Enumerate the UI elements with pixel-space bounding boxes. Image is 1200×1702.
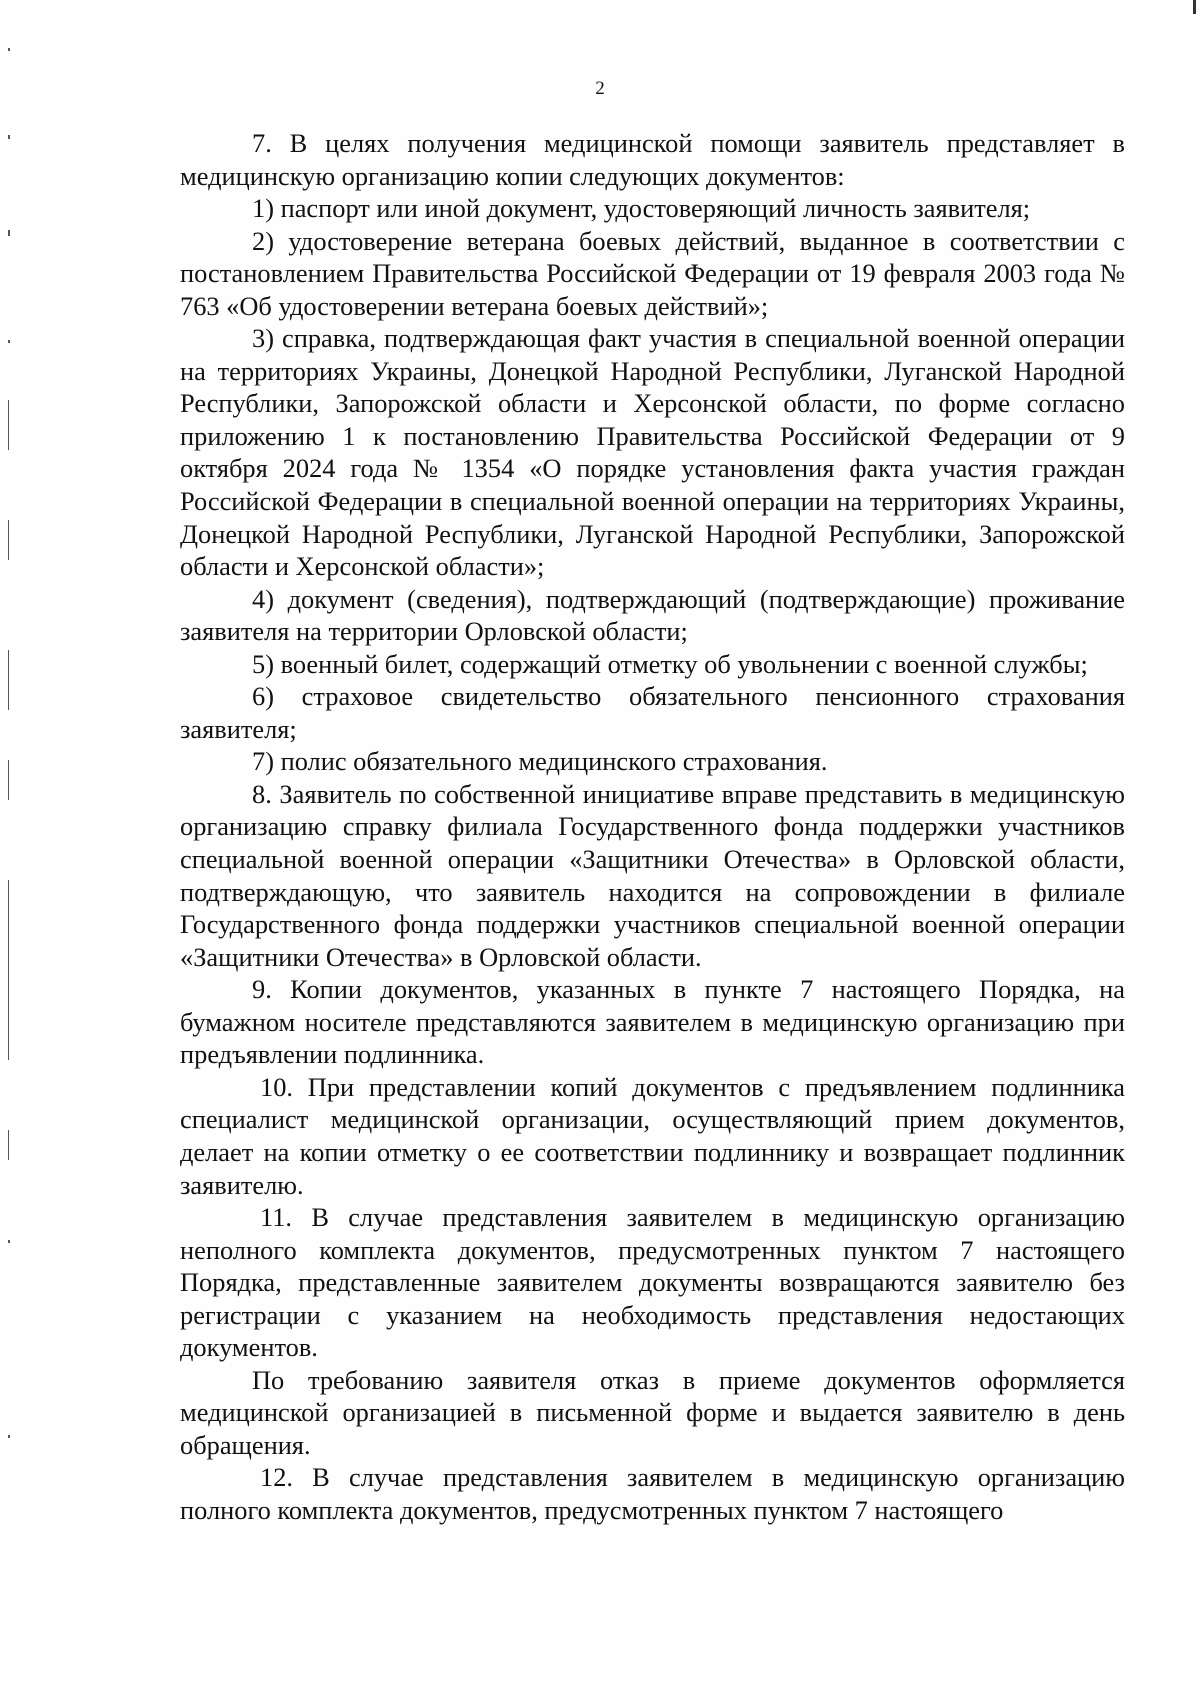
paragraph-8: 8. Заявитель по собственной инициативе вправе представить в медицинскую организацию справку филиала Государственного фонда поддержки участников специальной военной операции «Защитники Отечества» в Орловской области, подтверждающую, что заявитель находится на сопровождении в филиале Государственного фонда поддержки участников специальной военной операции «Защитники Отечества» в Орловской области. — [180, 778, 1125, 972]
scan-edge-mark — [8, 48, 10, 51]
scan-edge-mark — [8, 520, 9, 560]
scan-edge-mark — [8, 135, 10, 139]
scan-edge-mark — [1193, 0, 1196, 14]
paragraph-7-item-5: 5) военный билет, содержащий отметку об увольнении с военной службы; — [252, 648, 1088, 679]
scan-edge-mark — [8, 400, 9, 450]
scan-edge-mark — [8, 650, 9, 710]
scan-edge-mark — [8, 1240, 10, 1243]
paragraph-12: 12. В случае представления заявителем в медицинскую организацию полного комплекта документов, предусмотренных пунктом 7 настоящего — [180, 1462, 1125, 1525]
paragraph-10: 10. При представлении копий документов с предъявлением подлинника специалист медицинской организации, осуществляющий прием документов, делает на копии отметку о ее соответствии подлиннику и возвращает подлинник заявителю. — [180, 1071, 1125, 1200]
paragraph-7-item-7: 7) полис обязательного медицинского страхования. — [252, 746, 828, 777]
paragraph-7-item-4: 4) документ (сведения), подтверждающий (подтверждающие) проживание заявителя на территории Орловской области; — [180, 583, 1125, 647]
scan-edge-mark — [8, 880, 9, 1060]
paragraph-7: 7. В целях получения медицинской помощи заявитель представляет в медицинскую организацию копии следующих документов: — [180, 128, 1125, 191]
paragraph-7-item-2: 2) удостоверение ветерана боевых действий, выданное в соответствии с постановлением Правительства Российской Федерации от 19 февраля 2003 года № 763 «Об удостоверении ветерана боевых действий»; — [180, 225, 1125, 321]
paragraph-7-item-3: 3) справка, подтверждающая факт участия в специальной военной операции на территориях Украины, Донецкой Народной Республики, Луганской Народной Республики, Запорожской области и Херсонской области, по форме согласно приложению 1 к постановлению Правительства Российской Федерации от 9 октября 2024 года № 1354 «О порядке установления факта участия граждан Российской Федерации в специальной военной операции на территориях Украины, Донецкой Народной Республики, Луганской Народной Республики, Запорожской области и Херсонской области»; — [180, 323, 1125, 582]
scan-edge-mark — [8, 340, 10, 343]
paragraph-9: 9. Копии документов, указанных в пункте 7 настоящего Порядка, на бумажном носителе представляются заявителем в медицинскую организацию при предъявлении подлинника. — [180, 974, 1125, 1070]
paragraph-11: 11. В случае представления заявителем в медицинскую организацию неполного комплекта документов, предусмотренных пунктом 7 настоящего Порядка, представленные заявителем документы возвращаются заявителю без регистрации с указанием на необходимость представления недостающих документов. — [180, 1202, 1125, 1363]
scan-edge-mark — [8, 1435, 10, 1438]
page-number: 2 — [595, 78, 605, 99]
scan-edge-mark — [8, 760, 9, 800]
paragraph-7-item-6: 6) страховое свидетельство обязательного пенсионного страхования заявителя; — [180, 681, 1125, 744]
document-body — [180, 127, 1125, 1527]
paragraph-11-refusal: По требованию заявителя отказ в приеме документов оформляется медицинской организацией в письменной форме и выдается заявителю в день обращения. — [180, 1364, 1125, 1460]
scan-edge-mark — [8, 1130, 9, 1160]
paragraph-7-item-1: 1) паспорт или иной документ, удостоверяющий личность заявителя; — [252, 193, 1031, 224]
scan-edge-mark — [8, 230, 10, 236]
